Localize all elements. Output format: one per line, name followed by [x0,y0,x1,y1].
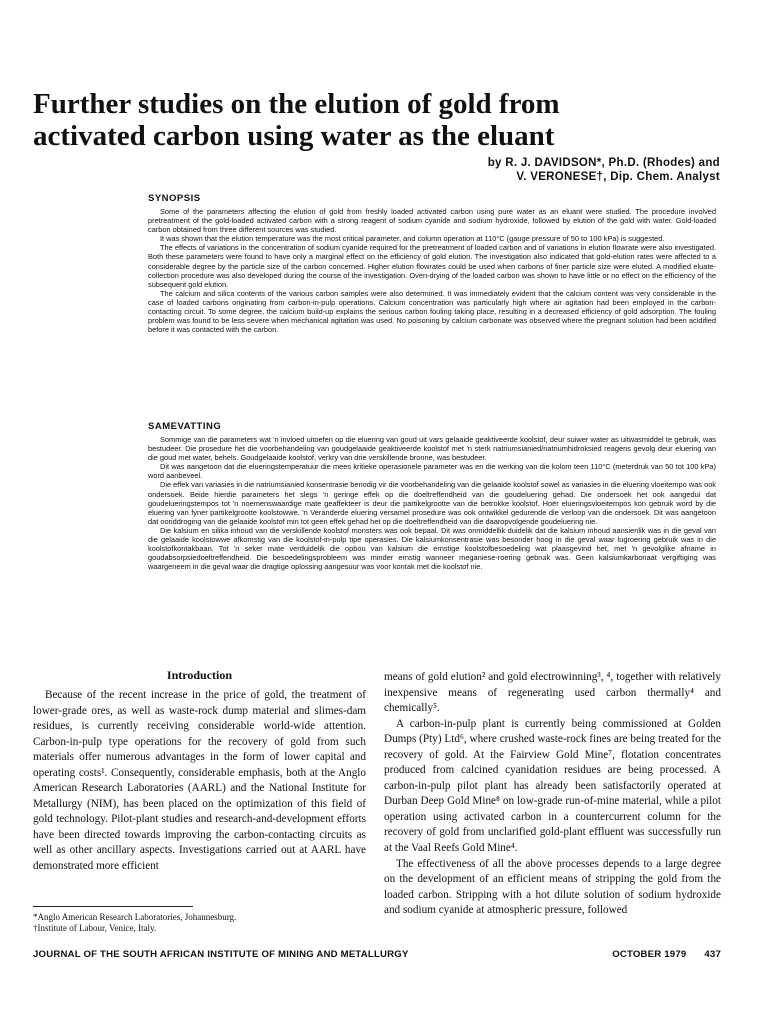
introduction-heading: Introduction [166,668,233,682]
body-column-left [33,688,366,875]
footnote-divider [33,906,193,907]
journal-name: JOURNAL OF THE SOUTH AFRICAN INSTITUTE OF MINING AND METALLURGY [33,949,409,960]
body-paragraph: A carbon-in-pulp plant is currently being commissioned at Golden Dumps (Pty) Ltd⁶, where crushed waste-rock fines are being treated for the recovery of gold. At the Fairview Gold Mine⁷, flotation concentrates produced from calcined cyanidation residues are being processed. A carbon-in-pulp pilot plant has already been satisfactorily operated at Durban Deep Gold Mine⁸ on low-grade run-of-mine material, while a pilot operation using activated carbon in a countercurrent column for the recovery of gold from unclarified gold-plant effluent was successfully run at the Vaal Reefs Gold Mine⁴. [384,717,721,855]
samevatting-paragraph: Die effek van variasies in die natriumsianied konsentrasie benodig vir die voorbehandeling van die gelaaide koolstof sowel as variasies in die eluering vloeitempo was ook ondersoek. Beide hierdie parameters het slegs 'n geringe effek op die doeltreffendheid van die goudeluering gehad. Die ondersoek het ook aangedui dat goudelueringstempos tot 'n noemenswaardige mate geaffekteer is deur die partikelgrootte van die betrokke koolstof. Hoër elueringsvloeitempos kon gebruik word by die eluering van fyner partikelgrootte koolstowwe. 'n Veranderde eluering versamel prosedure was ook ontwikkel gedurende die verloop van die ondersoek. Dit was aangetoon dat oonddroging van die gelaaide koolstof min tot geen effek gehad het op die doeltreffendheid van die daaropvolgende goudeluering nie. [148,480,716,526]
synopsis-paragraph: Some of the parameters affecting the elution of gold from freshly loaded activated carbon using pure water as an eluant were studied. The procedure involved pretreatment of the gold-loaded activated carbon with a strong reagent of sodium cyanide and sodium hydroxide, followed by elution of the gold with water. Gold-loaded carbon obtained from three different sources was studied. [148,207,716,235]
page-number: 437 [704,949,721,960]
author-line-2: V. VERONESE†, Dip. Chem. Analyst [516,171,720,183]
title-line-2: activated carbon using water as the eluant [33,120,555,152]
footnote-affiliation-2: †Institute of Labour, Venice, Italy. [33,923,157,933]
synopsis-paragraph: The effects of variations in the concentration of sodium cyanide required for the pretreatment of loaded carbon and of variations in elution flowrate were also investigated. Both these parameters were found to have only a marginal effect on the efficiency of gold elution. The investigation also indicated that gold-elution rates were affected to a considerable degree by the particle size of the carbon concerned. Higher elution flowrates could be used when carbons of finer particle size were eluted. A modified eluate-collection procedure was also developed during the course of the investigation. Oven-drying of the loaded carbon was shown to have little or no effect on the efficiency of the subsequent gold elution. [148,243,716,289]
author-line-1: by R. J. DAVIDSON*, Ph.D. (Rhodes) and [487,157,720,169]
footnotes [33,912,366,934]
body-paragraph: Because of the recent increase in the price of gold, the treatment of lower-grade ores, as well as waste-rock dump material and slimes-dam residues, is currently receiving considerable world-wide attention. Carbon-in-pulp type operations for the recovery of gold from such materials offer numerous advantages in the form of lower capital and operating costs¹. Consequently, considerable emphasis, both at the Anglo American Research Laboratories (AARL) and the National Institute for Metallurgy (NIM), has been placed on the optimization of this field of gold technology. Pilot-plant studies and research-and-development efforts have been directed towards improving the carbon-contacting circuits as well as other ancillary aspects. Investigations carried out at AARL have demonstrated more efficient [33,689,366,873]
title-line-1: Further studies on the elution of gold from [33,88,560,120]
body-paragraph: The effectiveness of all the above processes depends to a large degree on the development of an efficient means of stripping the gold from the loaded carbon. Stripping with a hot dilute solution of sodium hydroxide and sodium cyanide at atmospheric pressure, followed [384,857,721,917]
issue-date: OCTOBER 1979 [612,949,687,960]
synopsis-paragraph: The calcium and silica contents of the various carbon samples were also determined. It was immediately evident that the calcium content was very considerable in the case of loaded carbons originating from carbon-in-pulp operations. Calcium concentration was particularly high where air agitation had been employed in the carbon-contacting circuit. To some degree, the calcium build-up explains the serious carbon fouling taking place, resulting in a decreased efficiency of gold adsorption. The fouling problem was found to be less severe when mechanical agitation was used. No poisoning by calcium carbonate was observed where the pregnant solution had been acidified before it was contacted with the carbon. [148,288,716,335]
footnote-affiliation-1: *Anglo American Research Laboratories, Johannesburg. [33,912,237,922]
synopsis-paragraph: It was shown that the elution temperature was the most critical parameter, and column operation at 110°C (gauge pressure of 50 to 100 kPa) is suggested. [160,234,665,244]
synopsis-heading: SYNOPSIS [148,193,201,204]
samevatting-paragraph: Die kalsium en silika inhoud van die verskillende koolstof monsters was ook bepaal. Dit was onmiddellik duidelik dat die kalsium inhoud aansienlik was in die geval van die gelaaide koolstowwe afkomstig van die koolstof-in-pulp tipe operasies. Die kalsiumkonsentrasie was besonder hoog in die geval waar lugroering gebruik was in die koolstofkontakbaan. Tot 'n seker mate verduidelik die opbou van kalsium die ernstige koolstofbesoedeling wat plaasgevind het, met 'n gevolglike afname in goudabsorpsiedoeltreffendheid. Die besoedelingsprobleem was minder ernstig wanneer meganiese-roering gebruik was. Geen kalsiumkarbonaat vergiftiging was waargeneem in die geval waar die dragtige oplossing aangesuur was voor kontak met die koolstof nie. [148,525,716,572]
author-byline [488,156,720,184]
samevatting-body [148,435,716,571]
body-paragraph: means of gold elution² and gold electrowinning³, ⁴, together with relatively inexpensive means of regenerating used carbon thermally⁴ and chemically⁵. [384,671,721,715]
synopsis-body [148,207,716,334]
samevatting-heading: SAMEVATTING [148,421,222,432]
samevatting-paragraph: Dit was aangetoon dat die elueringstemperatuur die mees kritieke operasionele parameter was en die werking van die kolom teen 110°C (meterdruk van 50 tot 100 kPa) word aanbeveel. [148,462,716,481]
page-footer [33,949,721,960]
article-title [33,88,743,152]
samevatting-paragraph: Sommige van die parameters wat 'n invloed uitoefen op die eluering van goud uit vars gelaaide geaktiveerde koolstof, deur suiwer water as uitwasmiddel te gebruik, was bestudeer. Die prosedure het die voorbehandeling van goudgelaaide geaktiveerde koolstof met 'n sterk natriumsianied/natriumhidroksied reagens gevolg deur eluering van die goud met water, behels. Goudgelaaide koolstof, verkry van drie verskillende bronne, was bestudeer. [148,435,716,463]
body-column-right [384,670,721,919]
